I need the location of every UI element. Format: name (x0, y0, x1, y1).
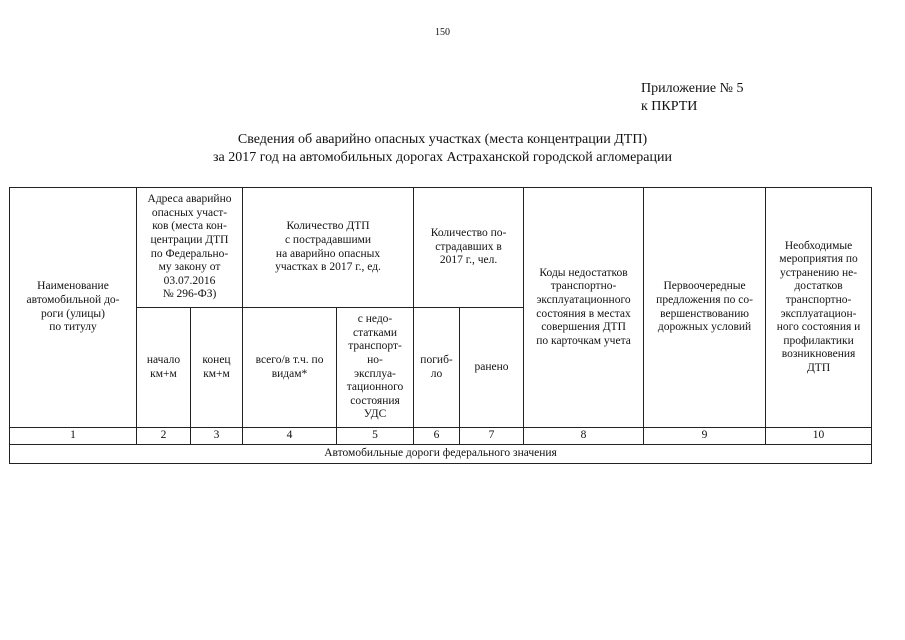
header-text-line: км+м (150, 367, 177, 380)
header-text-line: по карточкам учета (536, 334, 631, 347)
header-text-line: автомобильной до- (26, 293, 120, 306)
header-with-defects (337, 308, 414, 428)
header-text-line: 03.07.2016 (163, 274, 216, 287)
header-text-line: возникновения (781, 348, 856, 361)
header-victims-count-text (416, 227, 521, 268)
header-text-line: транспортно- (550, 280, 617, 293)
header-road-name-text (12, 280, 134, 334)
header-text-line: участках в 2017 г., ед. (275, 261, 381, 274)
header-text-line: ДТП (806, 361, 831, 374)
header-text-line: тационного (346, 381, 404, 394)
column-number: 6 (414, 428, 460, 445)
header-start (137, 308, 191, 428)
column-number: 9 (644, 428, 766, 445)
header-text-line: опасных участ- (151, 206, 228, 219)
header-text-line: 2017 г., чел. (439, 254, 498, 267)
appendix-line-2: к ПКРТИ (641, 99, 698, 114)
header-text-line: погиб- (420, 353, 453, 366)
header-text-line: Количество по- (430, 227, 507, 240)
header-text-line: ного состояния и (776, 321, 861, 334)
column-number: 1 (10, 428, 137, 445)
header-killed (414, 308, 460, 428)
header-text-line: с недо- (357, 313, 393, 326)
header-text-line: транспортно- (785, 293, 852, 306)
header-end-text (193, 354, 240, 381)
header-text-line: Необходимые (784, 239, 853, 252)
header-text-line: видам* (271, 367, 308, 380)
header-text-line: вершенствованию (660, 307, 749, 320)
header-victims-count (414, 188, 524, 308)
header-text-line: по титулу (49, 321, 97, 334)
header-text-line: УДС (363, 408, 387, 421)
header-measures (766, 188, 872, 428)
header-addresses (137, 188, 243, 308)
header-text-line: ранено (474, 360, 509, 373)
group-label: Автомобильные дороги федерального значения (10, 445, 872, 464)
header-with-defects-text (339, 313, 411, 422)
column-number: 10 (766, 428, 872, 445)
header-killed-text (416, 354, 457, 381)
header-text-line: по Федерально- (150, 247, 229, 260)
column-number: 7 (460, 428, 524, 445)
header-text-line: Коды недостатков (539, 266, 628, 279)
header-text-line: профилактики (783, 334, 854, 347)
header-injured-text (462, 361, 521, 375)
accident-sites-table (9, 187, 872, 464)
header-total (243, 308, 337, 428)
document-title (0, 131, 885, 167)
header-start-text (139, 354, 188, 381)
header-codes (524, 188, 644, 428)
header-injured (460, 308, 524, 428)
header-codes-text (526, 267, 641, 349)
header-text-line: му закону от (158, 261, 221, 274)
header-text-line: центрации ДТП (150, 233, 229, 246)
header-text-line: но- (367, 353, 383, 366)
header-text-line: мероприятия по (779, 253, 858, 266)
header-text-line: устранению не- (780, 266, 858, 279)
header-text-line: начало (146, 353, 181, 366)
column-number: 4 (243, 428, 337, 445)
header-proposals-text (646, 280, 763, 334)
header-text-line: Количество ДТП (286, 220, 370, 233)
column-numbers-row (10, 428, 872, 445)
header-text-line: состояния (350, 394, 400, 407)
header-proposals (644, 188, 766, 428)
header-text-line: совершения ДТП (541, 321, 626, 334)
appendix-line-1: Приложение № 5 (641, 81, 744, 96)
header-row-1 (10, 188, 872, 308)
header-text-line: на аварийно опасных (275, 247, 381, 260)
header-text-line: с пострадавшими (284, 233, 372, 246)
page-number: 150 (435, 27, 450, 38)
header-text-line: ков (места кон- (152, 220, 227, 233)
column-number: 3 (191, 428, 243, 445)
title-line-1: Сведения об аварийно опасных участках (места концентрации ДТП) (237, 132, 648, 147)
header-text-line: км+м (203, 367, 230, 380)
header-text-line: дорожных условий (657, 321, 752, 334)
header-text-line: Адреса аварийно (147, 193, 232, 206)
header-text-line: всего/в т.ч. по (255, 353, 324, 366)
header-text-line: транспорт- (348, 340, 402, 353)
column-number: 8 (524, 428, 644, 445)
header-total-text (245, 354, 334, 381)
header-text-line: Наименование (37, 280, 109, 293)
header-text-line: страдавших в (435, 240, 502, 253)
header-text-line: эксплуатацион- (780, 307, 857, 320)
header-text-line: достатков (794, 280, 843, 293)
header-text-line: состояния в местах (536, 307, 631, 320)
header-text-line: предложения по со- (656, 293, 753, 306)
header-text-line: эксплуатационного (536, 293, 631, 306)
header-text-line: № 296-ФЗ) (162, 288, 217, 301)
column-number: 5 (337, 428, 414, 445)
header-text-line: статками (352, 326, 398, 339)
header-text-line: эксплуа- (354, 367, 396, 380)
header-text-line: конец (202, 353, 231, 366)
group-row (10, 445, 872, 464)
header-dtp-count (243, 188, 414, 308)
header-end (191, 308, 243, 428)
header-text-line: ло (430, 367, 443, 380)
header-road-name (10, 188, 137, 428)
header-addresses-text (139, 193, 240, 302)
appendix-label (641, 80, 744, 116)
column-number: 2 (137, 428, 191, 445)
header-dtp-count-text (245, 220, 411, 274)
header-measures-text (768, 240, 869, 376)
header-text-line: роги (улицы) (41, 307, 105, 320)
title-line-2: за 2017 год на автомобильных дорогах Астраханской городской агломерации (213, 150, 672, 165)
header-text-line: Первоочередные (663, 280, 746, 293)
